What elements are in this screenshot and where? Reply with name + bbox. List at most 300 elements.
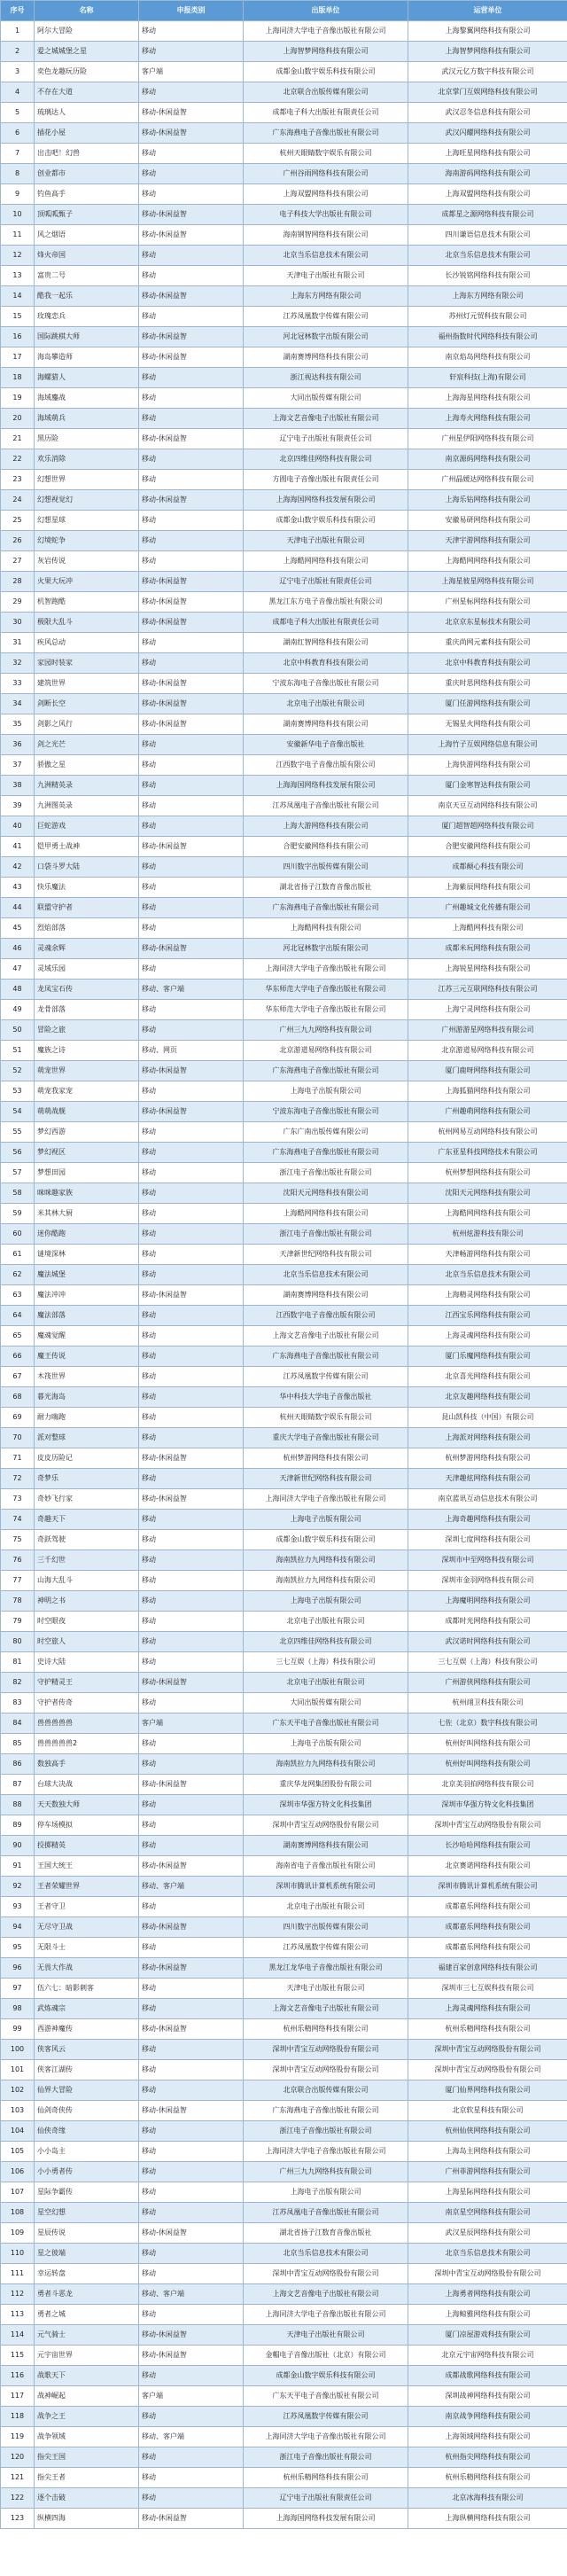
cell-operator: 重庆时思网络科技有限公司 bbox=[408, 674, 567, 694]
cell-name: 龙凤宝石传 bbox=[35, 980, 139, 1000]
table-row bbox=[1, 776, 567, 796]
cell-index: 57 bbox=[1, 1163, 35, 1183]
cell-name: 魔法部落 bbox=[35, 1306, 139, 1326]
cell-publisher: 湖南赛博网络科技有限公司 bbox=[244, 347, 408, 368]
cell-publisher: 成都电子科大出版社有限责任公司 bbox=[244, 613, 408, 633]
cell-category: 移动 bbox=[139, 82, 244, 103]
cell-index: 14 bbox=[1, 286, 35, 307]
cell-publisher: 宁波东海电子音像出版社有限公司 bbox=[244, 674, 408, 694]
cell-name: 战神崛起 bbox=[35, 2386, 139, 2407]
cell-index: 27 bbox=[1, 551, 35, 572]
table-row bbox=[1, 1245, 567, 1265]
cell-name: 山海大乱斗 bbox=[35, 1571, 139, 1591]
cell-operator: 成都颠心科技有限公司 bbox=[408, 857, 567, 878]
cell-operator: 长沙哈哈网络科技有限公司 bbox=[408, 1836, 567, 1856]
cell-publisher: 江苏凤凰数字传媒有限公司 bbox=[244, 307, 408, 327]
table-row bbox=[1, 735, 567, 755]
cell-publisher: 上海智梦网络科技有限公司 bbox=[244, 42, 408, 62]
cell-category: 移动 bbox=[139, 470, 244, 490]
cell-publisher: 江苏凤凰数字传媒有限公司 bbox=[244, 1938, 408, 1958]
cell-category: 客户端 bbox=[139, 62, 244, 82]
table-row bbox=[1, 327, 567, 347]
table-row bbox=[1, 857, 567, 878]
table-row bbox=[1, 1489, 567, 1510]
cell-publisher: 河北冠林数字出版有限公司 bbox=[244, 939, 408, 959]
cell-name: 黑历险 bbox=[35, 429, 139, 449]
cell-index: 90 bbox=[1, 1836, 35, 1856]
cell-publisher: 江西数字电子音像出版有限公司 bbox=[244, 755, 408, 776]
cell-operator: 成都米玩网络科技有限公司 bbox=[408, 939, 567, 959]
cell-name: 时空眼夜 bbox=[35, 1612, 139, 1632]
cell-publisher: 上海大游网络科技有限公司 bbox=[244, 816, 408, 837]
cell-name: 小小岛主 bbox=[35, 2142, 139, 2162]
cell-publisher: 北京四维佳网络科技有限公司 bbox=[244, 449, 408, 470]
cell-publisher: 北京电子出版社有限公司 bbox=[244, 1612, 408, 1632]
table-row bbox=[1, 2366, 567, 2386]
cell-publisher: 湖南赛博网络科技有限公司 bbox=[244, 714, 408, 735]
cell-operator: 上海灵魂网络科技有限公司 bbox=[408, 1326, 567, 1347]
cell-index: 56 bbox=[1, 1143, 35, 1163]
cell-publisher: 深圳市腾讯计算机系统有限公司 bbox=[244, 1877, 408, 1897]
cell-name: 国际跳棋大师 bbox=[35, 327, 139, 347]
table-row bbox=[1, 2142, 567, 2162]
cell-publisher: 浙江电子音像出版社有限公司 bbox=[244, 1163, 408, 1183]
table-row bbox=[1, 347, 567, 368]
cell-publisher: 深圳中青宝互动网络股份有限公司 bbox=[244, 2060, 408, 2080]
cell-index: 19 bbox=[1, 388, 35, 409]
cell-index: 94 bbox=[1, 1917, 35, 1938]
cell-name: 派对整球 bbox=[35, 1428, 139, 1448]
cell-name: 战争之王 bbox=[35, 2407, 139, 2427]
cell-publisher: 浙江电子音像出版社有限公司 bbox=[244, 2121, 408, 2142]
cell-index: 79 bbox=[1, 1612, 35, 1632]
cell-operator: 杭州梦想网络科技有限公司 bbox=[408, 1163, 567, 1183]
cell-category: 移动 bbox=[139, 551, 244, 572]
cell-operator: 厦门仙界网络科技有限公司 bbox=[408, 2080, 567, 2101]
cell-category: 移动、客户端 bbox=[139, 1877, 244, 1897]
cell-operator: 上海竹子互娱网络信息有限公司 bbox=[408, 735, 567, 755]
cell-operator: 北京游道易网络科技有限公司 bbox=[408, 1041, 567, 1061]
table-row bbox=[1, 1102, 567, 1122]
cell-publisher: 金帽电子音像出版社（北京）有限公司 bbox=[244, 2346, 408, 2366]
cell-category: 移动 bbox=[139, 755, 244, 776]
cell-operator: 四川谦语信息技术有限公司 bbox=[408, 225, 567, 246]
cell-publisher: 湖北省扬子江数育音像出版社 bbox=[244, 2223, 408, 2244]
cell-publisher: 黑龙江东方电子音像出版社有限公司 bbox=[244, 592, 408, 613]
cell-operator: 南京星空网络科技有限公司 bbox=[408, 2203, 567, 2223]
cell-index: 49 bbox=[1, 1000, 35, 1020]
cell-operator: 沈阳天元网络科技有限公司 bbox=[408, 1183, 567, 1204]
cell-index: 81 bbox=[1, 1652, 35, 1673]
cell-category: 移动 bbox=[139, 2162, 244, 2182]
cell-operator: 深圳中青宝互动网络股份有限公司 bbox=[408, 1815, 567, 1836]
cell-category: 移动 bbox=[139, 1652, 244, 1673]
table-row bbox=[1, 2407, 567, 2427]
cell-name: 停车场模拟 bbox=[35, 1815, 139, 1836]
table-row bbox=[1, 551, 567, 572]
cell-publisher: 四川数字出版传媒有限公司 bbox=[244, 857, 408, 878]
cell-publisher: 大同出版传媒有限公司 bbox=[244, 1693, 408, 1713]
cell-category: 移动 bbox=[139, 1387, 244, 1408]
cell-index: 117 bbox=[1, 2386, 35, 2407]
cell-operator: 天津畅游网络科技有限公司 bbox=[408, 1245, 567, 1265]
table-row bbox=[1, 1836, 567, 1856]
cell-category: 移动-休闲益智 bbox=[139, 103, 244, 123]
cell-category: 移动-休闲益智 bbox=[139, 2223, 244, 2244]
cell-name: 耐力嗨跑 bbox=[35, 1408, 139, 1428]
cell-index: 111 bbox=[1, 2264, 35, 2284]
cell-category: 移动-休闲益智 bbox=[139, 613, 244, 633]
cell-operator: 上海领域网络科技有限公司 bbox=[408, 2427, 567, 2447]
table-row bbox=[1, 572, 567, 592]
cell-publisher: 上海双盟网络科技有限公司 bbox=[244, 184, 408, 205]
cell-publisher: 湖南赛博网络科技有限公司 bbox=[244, 1836, 408, 1856]
cell-operator: 上海酷网科技有限公司 bbox=[408, 918, 567, 939]
cell-index: 62 bbox=[1, 1265, 35, 1285]
cell-category: 移动-休闲益智 bbox=[139, 2101, 244, 2121]
cell-operator: 武汉诺时网络科技有限公司 bbox=[408, 1632, 567, 1652]
cell-operator: 福建百家创意网络科技有限公司 bbox=[408, 1958, 567, 1979]
cell-name: 木筏世界 bbox=[35, 1367, 139, 1387]
cell-publisher: 上海电子出版有限公司 bbox=[244, 1081, 408, 1102]
table-row bbox=[1, 1632, 567, 1652]
cell-operator: 杭州网易互动网络科技有限公司 bbox=[408, 1122, 567, 1143]
cell-name: 星辰传说 bbox=[35, 2223, 139, 2244]
cell-name: 守护精灵王 bbox=[35, 1673, 139, 1693]
cell-publisher: 广东海燕电子音像出版社有限公司 bbox=[244, 898, 408, 918]
cell-index: 76 bbox=[1, 1550, 35, 1571]
cell-operator: 北京中科教育科技有限公司 bbox=[408, 653, 567, 674]
cell-index: 78 bbox=[1, 1591, 35, 1612]
table-row bbox=[1, 2427, 567, 2447]
cell-index: 46 bbox=[1, 939, 35, 959]
cell-index: 17 bbox=[1, 347, 35, 368]
cell-index: 95 bbox=[1, 1938, 35, 1958]
cell-name: 星之彼端 bbox=[35, 2244, 139, 2264]
cell-name: 仙剑奇侠传 bbox=[35, 2101, 139, 2121]
cell-index: 121 bbox=[1, 2468, 35, 2488]
cell-index: 43 bbox=[1, 878, 35, 898]
cell-name: 星空幻想 bbox=[35, 2203, 139, 2223]
cell-name: 台球大决战 bbox=[35, 1775, 139, 1795]
cell-name: 魔魂觉醒 bbox=[35, 1326, 139, 1347]
cell-publisher: 广州谷雨网络科技有限公司 bbox=[244, 164, 408, 184]
cell-category: 移动-休闲益智 bbox=[139, 2346, 244, 2366]
cell-index: 92 bbox=[1, 1877, 35, 1897]
cell-name: 海岛攀造师 bbox=[35, 347, 139, 368]
cell-index: 26 bbox=[1, 531, 35, 551]
cell-publisher: 北京当乐信息技术有限公司 bbox=[244, 246, 408, 266]
cell-operator: 上海黎翼网络科技有限公司 bbox=[408, 21, 567, 42]
cell-publisher: 海南省电子音像出版社有限公司 bbox=[244, 1856, 408, 1877]
table-row bbox=[1, 2203, 567, 2223]
cell-operator: 上海魔明网络科技有限公司 bbox=[408, 1591, 567, 1612]
cell-operator: 成都嘉乐网络科技有限公司 bbox=[408, 1917, 567, 1938]
cell-name: 元宇宙世界 bbox=[35, 2346, 139, 2366]
cell-operator: 厦门凉屋游戏科技有限公司 bbox=[408, 2325, 567, 2346]
cell-operator: 天津宇游网络科技有限公司 bbox=[408, 531, 567, 551]
cell-operator: 上海酷网网络科技有限公司 bbox=[408, 551, 567, 572]
cell-publisher: 北京电子出版社有限公司 bbox=[244, 1897, 408, 1917]
cell-index: 16 bbox=[1, 327, 35, 347]
cell-name: 海域萌兵 bbox=[35, 409, 139, 429]
table-row bbox=[1, 368, 567, 388]
cell-operator: 上海纵横网络科技有限公司 bbox=[408, 2509, 567, 2529]
cell-publisher: 江苏凤凰电子音像出版社有限公司 bbox=[244, 2203, 408, 2223]
table-row bbox=[1, 42, 567, 62]
cell-publisher: 广东海燕电子音像出版社有限公司 bbox=[244, 2101, 408, 2121]
cell-operator: 广州趣城文化传播有限公司 bbox=[408, 898, 567, 918]
cell-category: 移动 bbox=[139, 2366, 244, 2386]
table-row bbox=[1, 1550, 567, 1571]
table-row bbox=[1, 1408, 567, 1428]
cell-operator: 广东亚星科技网络技术有限公司 bbox=[408, 1143, 567, 1163]
cell-category: 移动 bbox=[139, 1367, 244, 1387]
cell-category: 移动 bbox=[139, 2121, 244, 2142]
cell-index: 65 bbox=[1, 1326, 35, 1347]
table-row bbox=[1, 1713, 567, 1734]
cell-name: 龙骨部落 bbox=[35, 1000, 139, 1020]
cell-index: 51 bbox=[1, 1041, 35, 1061]
cell-operator: 上海岛主网络科技有限公司 bbox=[408, 2142, 567, 2162]
table-row bbox=[1, 1775, 567, 1795]
table-row bbox=[1, 613, 567, 633]
cell-category: 移动 bbox=[139, 776, 244, 796]
cell-name: 口袋斗罗大陆 bbox=[35, 857, 139, 878]
cell-operator: 北京当乐信息技术有限公司 bbox=[408, 1265, 567, 1285]
cell-category: 移动 bbox=[139, 1591, 244, 1612]
cell-index: 2 bbox=[1, 42, 35, 62]
cell-operator: 杭州好叫网络科技有限公司 bbox=[408, 1754, 567, 1775]
cell-publisher: 合肥安徽网络科技有限公司 bbox=[244, 837, 408, 857]
cell-category: 移动 bbox=[139, 2264, 244, 2284]
table-row bbox=[1, 2509, 567, 2529]
cell-category: 移动 bbox=[139, 898, 244, 918]
cell-index: 52 bbox=[1, 1061, 35, 1081]
cell-index: 23 bbox=[1, 470, 35, 490]
cell-operator: 深圳市金羽网络科技有限公司 bbox=[408, 1571, 567, 1591]
cell-publisher: 天津电子出版社有限公司 bbox=[244, 531, 408, 551]
table-row bbox=[1, 816, 567, 837]
cell-category: 移动-休闲益智 bbox=[139, 286, 244, 307]
cell-index: 116 bbox=[1, 2366, 35, 2386]
cell-operator: 北京京东星标技术有限公司 bbox=[408, 613, 567, 633]
cell-index: 97 bbox=[1, 1979, 35, 1999]
cell-name: 插花小屋 bbox=[35, 123, 139, 144]
cell-publisher: 华中科技大学电子音像出版社 bbox=[244, 1387, 408, 1408]
cell-publisher: 北京当乐信息技术有限公司 bbox=[244, 1265, 408, 1285]
table-row bbox=[1, 1000, 567, 1020]
table-row bbox=[1, 1877, 567, 1897]
cell-category: 移动 bbox=[139, 857, 244, 878]
cell-operator: 武汉星辰网络科技有限公司 bbox=[408, 2223, 567, 2244]
cell-name: 灵域乐园 bbox=[35, 959, 139, 980]
cell-name: 铠甲勇士战神 bbox=[35, 837, 139, 857]
cell-operator: 上海锐星网络科技有限公司 bbox=[408, 959, 567, 980]
cell-publisher: 辽宁电子出版社有限责任公司 bbox=[244, 2488, 408, 2509]
cell-index: 7 bbox=[1, 144, 35, 164]
cell-operator: 轩宸科技(上海)有限公司 bbox=[408, 368, 567, 388]
cell-operator: 北京当乐信息技术有限公司 bbox=[408, 246, 567, 266]
cell-name: 剑断长空 bbox=[35, 694, 139, 714]
cell-category: 移动-休闲益智 bbox=[139, 429, 244, 449]
cell-name: 不存在大道 bbox=[35, 82, 139, 103]
cell-operator: 广州星伊阳网络科技有限公司 bbox=[408, 429, 567, 449]
cell-publisher: 湖北省扬子江数育音像出版社 bbox=[244, 878, 408, 898]
table-row bbox=[1, 674, 567, 694]
cell-index: 69 bbox=[1, 1408, 35, 1428]
cell-publisher: 广东天平电子音像出版社有限公司 bbox=[244, 1713, 408, 1734]
cell-index: 31 bbox=[1, 633, 35, 653]
cell-operator: 广州游游星网络科技有限公司 bbox=[408, 1020, 567, 1041]
cell-name: 咪咪趣家族 bbox=[35, 1183, 139, 1204]
header-index: 序号 bbox=[1, 1, 35, 21]
cell-index: 68 bbox=[1, 1387, 35, 1408]
cell-operator: 江西宝乐网络科技有限公司 bbox=[408, 1306, 567, 1326]
cell-publisher: 成都金山数字娱乐科技有限公司 bbox=[244, 1530, 408, 1550]
table-row bbox=[1, 918, 567, 939]
cell-publisher: 上海文艺音像电子出版社有限公司 bbox=[244, 1326, 408, 1347]
cell-category: 移动 bbox=[139, 1979, 244, 1999]
table-row bbox=[1, 1387, 567, 1408]
cell-category: 移动 bbox=[139, 1612, 244, 1632]
cell-category: 移动 bbox=[139, 1571, 244, 1591]
table-row bbox=[1, 490, 567, 511]
cell-category: 移动-休闲益智 bbox=[139, 939, 244, 959]
cell-publisher: 深圳市华强方特文化科技集团 bbox=[244, 1795, 408, 1815]
table-row bbox=[1, 694, 567, 714]
cell-index: 50 bbox=[1, 1020, 35, 1041]
cell-name: 爱之城城堡之星 bbox=[35, 42, 139, 62]
table-row bbox=[1, 2244, 567, 2264]
table-row bbox=[1, 939, 567, 959]
cell-publisher: 北京联合出版传媒有限公司 bbox=[244, 82, 408, 103]
cell-index: 11 bbox=[1, 225, 35, 246]
cell-index: 114 bbox=[1, 2325, 35, 2346]
cell-index: 106 bbox=[1, 2162, 35, 2182]
cell-category: 移动 bbox=[139, 1143, 244, 1163]
cell-name: 战争领域 bbox=[35, 2427, 139, 2447]
table-row bbox=[1, 307, 567, 327]
cell-index: 91 bbox=[1, 1856, 35, 1877]
cell-name: 西游神魔传 bbox=[35, 2019, 139, 2040]
cell-publisher: 湖南红智网络科技有限公司 bbox=[244, 633, 408, 653]
cell-category: 移动 bbox=[139, 42, 244, 62]
table-row bbox=[1, 429, 567, 449]
cell-index: 42 bbox=[1, 857, 35, 878]
cell-publisher: 浙江视达科技有限公司 bbox=[244, 368, 408, 388]
cell-index: 86 bbox=[1, 1754, 35, 1775]
cell-category: 移动-休闲益智 bbox=[139, 837, 244, 857]
cell-publisher: 上海酷网科技有限公司 bbox=[244, 918, 408, 939]
table-row bbox=[1, 470, 567, 490]
cell-index: 101 bbox=[1, 2060, 35, 2080]
cell-operator: 杭州指尖网络科技有限公司 bbox=[408, 2447, 567, 2468]
cell-operator: 深圳中青宝互动网络股份有限公司 bbox=[408, 2264, 567, 2284]
cell-operator: 武汉元亿方数字科技有限公司 bbox=[408, 62, 567, 82]
cell-operator: 杭州乐精网络科技有限公司 bbox=[408, 2019, 567, 2040]
cell-publisher: 上海同济大学电子音像出版社有限公司 bbox=[244, 2142, 408, 2162]
table-row bbox=[1, 1612, 567, 1632]
header-operator: 运营单位 bbox=[408, 1, 567, 21]
cell-publisher: 广东海燕电子音像出版社有限公司 bbox=[244, 123, 408, 144]
cell-operator: 上海乐钻网络科技有限公司 bbox=[408, 490, 567, 511]
cell-category: 移动 bbox=[139, 1245, 244, 1265]
cell-name: 纵横四海 bbox=[35, 2509, 139, 2529]
cell-index: 22 bbox=[1, 449, 35, 470]
cell-publisher: 海南钢智网络科技有限公司 bbox=[244, 225, 408, 246]
cell-publisher: 三七互娱（上海）科技有限公司 bbox=[244, 1652, 408, 1673]
cell-operator: 北京冰海科技有限公司 bbox=[408, 2488, 567, 2509]
table-row bbox=[1, 2346, 567, 2366]
cell-publisher: 宁波东海电子音像出版社有限公司 bbox=[244, 1102, 408, 1122]
cell-publisher: 上海酷网网络科技有限公司 bbox=[244, 1204, 408, 1224]
table-row bbox=[1, 796, 567, 816]
cell-operator: 南京焰岛网络科技有限公司 bbox=[408, 347, 567, 368]
cell-category: 移动 bbox=[139, 918, 244, 939]
cell-name: 海螺猎人 bbox=[35, 368, 139, 388]
cell-publisher: 广东天平电子音像出版社有限公司 bbox=[244, 2386, 408, 2407]
cell-index: 70 bbox=[1, 1428, 35, 1448]
cell-operator: 合肥安徽网络科技有限公司 bbox=[408, 837, 567, 857]
table-row bbox=[1, 1448, 567, 1469]
header-category: 申报类别 bbox=[139, 1, 244, 21]
cell-name: 投掷精英 bbox=[35, 1836, 139, 1856]
table-row bbox=[1, 1367, 567, 1387]
cell-category: 移动 bbox=[139, 1510, 244, 1530]
cell-publisher: 上海同济大学电子音像出版社有限公司 bbox=[244, 1489, 408, 1510]
cell-name: 兽兽兽兽兽2 bbox=[35, 1734, 139, 1754]
cell-name: 勇者斗恶龙 bbox=[35, 2284, 139, 2305]
cell-operator: 江苏三元互联网络科技有限公司 bbox=[408, 980, 567, 1000]
table-row bbox=[1, 2264, 567, 2284]
cell-operator: 上海星际网络科技有限公司 bbox=[408, 2182, 567, 2203]
table-row bbox=[1, 714, 567, 735]
cell-publisher: 江苏凤凰电子音像出版社有限公司 bbox=[244, 796, 408, 816]
cell-operator: 成都时光网络科技有限公司 bbox=[408, 1612, 567, 1632]
cell-name: 无限斗士 bbox=[35, 1938, 139, 1958]
table-row bbox=[1, 82, 567, 103]
cell-name: 钓鱼高手 bbox=[35, 184, 139, 205]
cell-category: 移动 bbox=[139, 1326, 244, 1347]
cell-index: 67 bbox=[1, 1367, 35, 1387]
table-row bbox=[1, 1571, 567, 1591]
cell-index: 77 bbox=[1, 1571, 35, 1591]
cell-operator: 上海旺星网络科技有限公司 bbox=[408, 144, 567, 164]
cell-publisher: 上海同济大学电子音像出版社有限公司 bbox=[244, 959, 408, 980]
table-row bbox=[1, 184, 567, 205]
table-row bbox=[1, 511, 567, 531]
table-row bbox=[1, 959, 567, 980]
cell-index: 1 bbox=[1, 21, 35, 42]
cell-operator: 上海派对网络科技有限公司 bbox=[408, 1428, 567, 1448]
cell-publisher: 重庆大学电子音像出版社有限公司 bbox=[244, 1428, 408, 1448]
cell-index: 84 bbox=[1, 1713, 35, 1734]
cell-category: 移动 bbox=[139, 1734, 244, 1754]
table-body bbox=[1, 21, 567, 2529]
cell-operator: 上海酷网网络科技有限公司 bbox=[408, 1204, 567, 1224]
cell-category: 移动-休闲益智 bbox=[139, 225, 244, 246]
cell-category: 移动 bbox=[139, 2447, 244, 2468]
cell-category: 移动 bbox=[139, 1122, 244, 1143]
cell-category: 移动-休闲益智 bbox=[139, 327, 244, 347]
cell-index: 59 bbox=[1, 1204, 35, 1224]
cell-index: 71 bbox=[1, 1448, 35, 1469]
cell-operator: 北京喜光网络科技有限公司 bbox=[408, 1367, 567, 1387]
table-row bbox=[1, 1143, 567, 1163]
cell-category: 移动 bbox=[139, 1469, 244, 1489]
cell-index: 40 bbox=[1, 816, 35, 837]
